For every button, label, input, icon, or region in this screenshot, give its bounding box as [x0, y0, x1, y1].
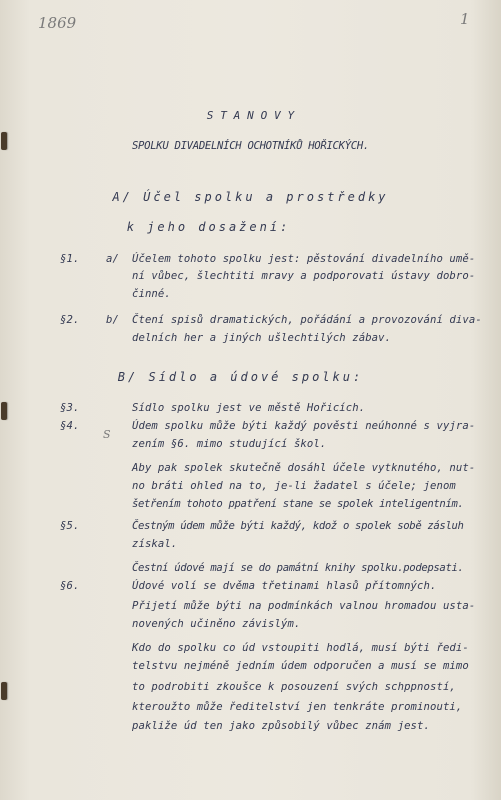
- paragraph-number: §1.: [60, 253, 80, 265]
- paragraph-number: §6.: [60, 580, 80, 592]
- paragraph-line: pakliže úd ten jako způsobilý vůbec znám jest.: [132, 720, 430, 732]
- binder-hole: [1, 682, 7, 700]
- section-a-heading: A/ Účel spolku a prostředky: [112, 190, 389, 204]
- paragraph-number: §5.: [60, 520, 80, 532]
- paragraph-line: získal.: [132, 538, 178, 550]
- paragraph-line: činné.: [132, 288, 171, 300]
- section-b-heading: B/ Sídlo a údové spolku:: [117, 370, 364, 384]
- paragraph-line: zením §6. mimo studující škol.: [132, 438, 327, 450]
- paragraph-number: §2.: [60, 314, 80, 326]
- paragraph-line: Údové volí se dvěma třetinami hlasů přítomných.: [132, 580, 437, 592]
- paragraph-letter: a/: [106, 253, 119, 265]
- handwritten-page-number: 1: [460, 10, 470, 28]
- paragraph-line: Kdo do spolku co úd vstoupiti hodlá, musí býti ředi-: [132, 642, 469, 654]
- paragraph-line: no bráti ohled na to, je-li žadatel s účele; jenom: [132, 480, 456, 492]
- paragraph-line: Sídlo spolku jest ve městě Hořicích.: [132, 402, 366, 414]
- paragraph-line: Přijetí může býti na podmínkách valnou hromadou usta-: [132, 600, 476, 612]
- document-subtitle: SPOLKU DIVADELNÍCH OCHOTNÍKŮ HOŘICKÝCH.: [131, 140, 370, 152]
- handwritten-year: 1869: [38, 14, 77, 32]
- paragraph-line: telstvu nejméně jedním údem odporučen a musí se mimo: [132, 660, 469, 672]
- paragraph-letter: b/: [106, 314, 119, 326]
- paragraph-line: Aby pak spolek skutečně dosáhl účele vytknutého, nut-: [132, 462, 476, 474]
- document-title: S T A N O V Y: [206, 109, 295, 122]
- section-a-heading-cont: k jeho dosažení:: [126, 220, 291, 234]
- paragraph-line: delních her a jiných ušlechtilých zábav.: [132, 332, 392, 344]
- binder-hole: [1, 402, 7, 420]
- paragraph-line: to podrobiti zkoušce k posouzení svých schppností,: [132, 681, 456, 693]
- paragraph-line: novených učiněno závislým.: [132, 618, 301, 630]
- paragraph-line: Čestní údové mají se do památní knihy spolku.podepsati.: [132, 562, 464, 574]
- paragraph-line: šetřením tohoto ppatření stane se spolek inteligentním.: [132, 498, 464, 510]
- paragraph-line: ní vůbec, šlechtiti mravy a podporovati ústavy dobro-: [132, 270, 476, 282]
- paragraph-line: Údem spolku může býti každý pověsti neúhonné s vyjra-: [132, 420, 476, 432]
- paragraph-line: Čtení spisů dramatických, pořádání a provozování diva-: [132, 314, 482, 326]
- paragraph-line: Účelem tohoto spolku jest: pěstování divadelního umě-: [132, 253, 476, 265]
- paragraph-line: Čestným údem může býti každý, kdož o spolek sobě zásluh: [132, 520, 464, 532]
- paragraph-line: kteroužto může ředitelství jen tenkráte prominouti,: [132, 701, 463, 713]
- paragraph-number: §4.: [60, 420, 80, 432]
- margin-mark: S: [103, 428, 111, 441]
- paragraph-number: §3.: [60, 402, 80, 414]
